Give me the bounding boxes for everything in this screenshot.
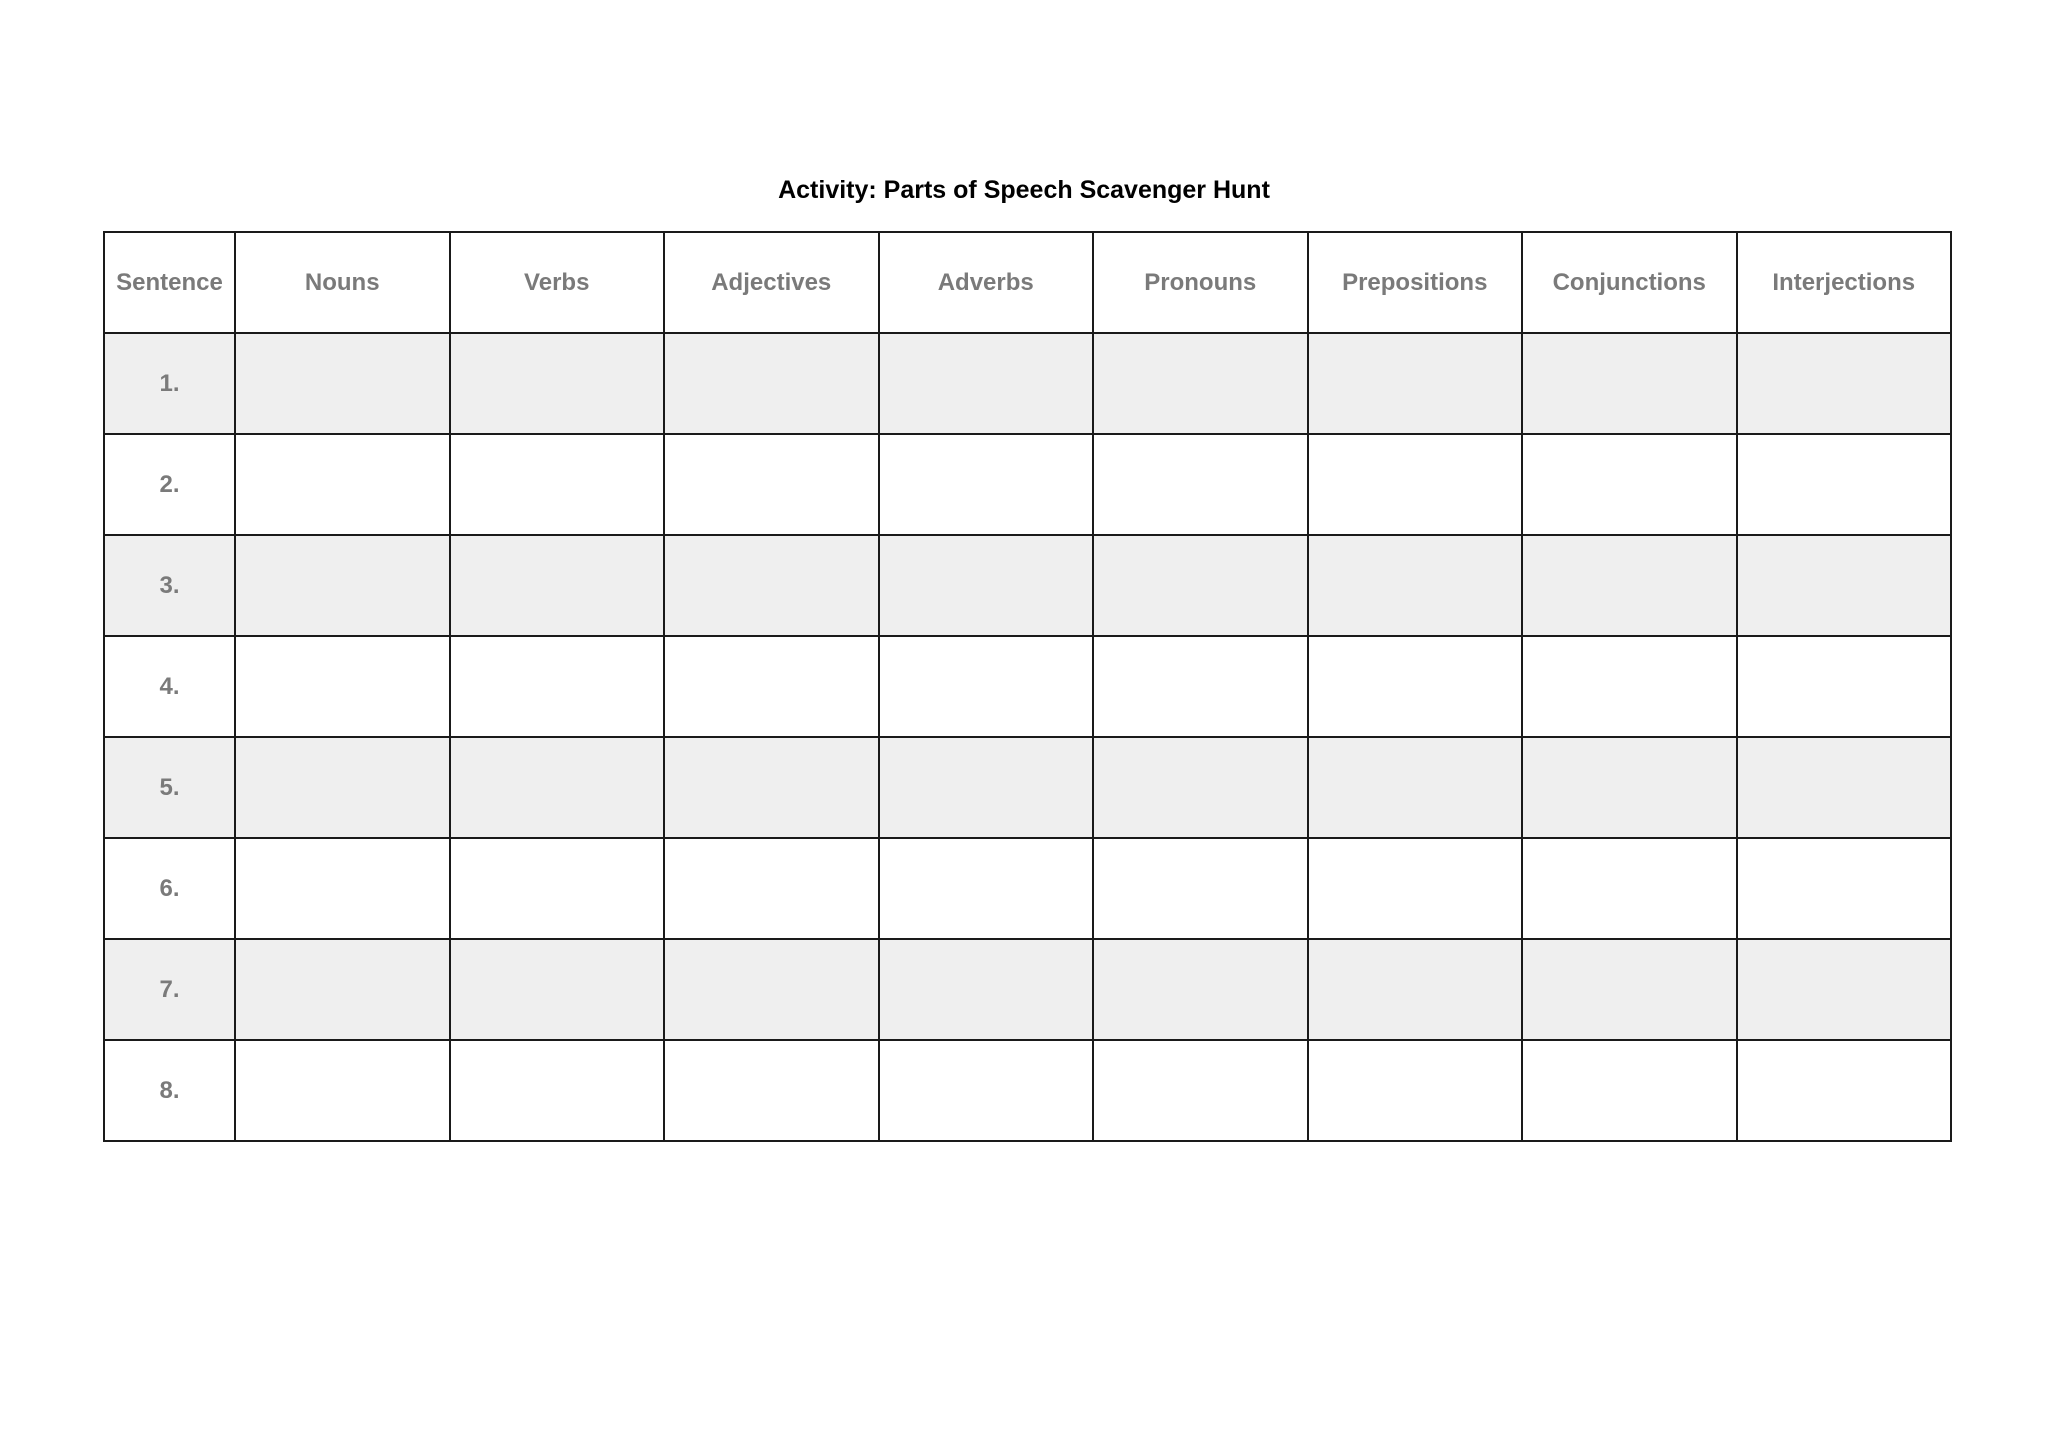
sentence-number: 1. xyxy=(104,333,235,434)
adjectives-cell[interactable] xyxy=(664,838,879,939)
parts-of-speech-table xyxy=(103,231,1952,1142)
sentence-number: 3. xyxy=(104,535,235,636)
sentence-number: 2. xyxy=(104,434,235,535)
sentence-number: 6. xyxy=(104,838,235,939)
table-row xyxy=(104,1040,1951,1141)
adjectives-cell[interactable] xyxy=(664,737,879,838)
sentence-number: 4. xyxy=(104,636,235,737)
adverbs-cell[interactable] xyxy=(879,838,1094,939)
column-header-prepositions: Prepositions xyxy=(1308,232,1523,333)
conjunctions-cell[interactable] xyxy=(1522,939,1737,1040)
pronouns-cell[interactable] xyxy=(1093,333,1308,434)
column-header-pronouns: Pronouns xyxy=(1093,232,1308,333)
adjectives-cell[interactable] xyxy=(664,333,879,434)
nouns-cell[interactable] xyxy=(235,1040,450,1141)
adjectives-cell[interactable] xyxy=(664,535,879,636)
prepositions-cell[interactable] xyxy=(1308,434,1523,535)
table-row xyxy=(104,636,1951,737)
verbs-cell[interactable] xyxy=(450,333,665,434)
column-header-adjectives: Adjectives xyxy=(664,232,879,333)
column-header-conjunctions: Conjunctions xyxy=(1522,232,1737,333)
verbs-cell[interactable] xyxy=(450,737,665,838)
adjectives-cell[interactable] xyxy=(664,636,879,737)
prepositions-cell[interactable] xyxy=(1308,838,1523,939)
prepositions-cell[interactable] xyxy=(1308,535,1523,636)
column-header-interjections: Interjections xyxy=(1737,232,1952,333)
interjections-cell[interactable] xyxy=(1737,434,1952,535)
conjunctions-cell[interactable] xyxy=(1522,434,1737,535)
prepositions-cell[interactable] xyxy=(1308,737,1523,838)
nouns-cell[interactable] xyxy=(235,838,450,939)
interjections-cell[interactable] xyxy=(1737,838,1952,939)
nouns-cell[interactable] xyxy=(235,333,450,434)
adverbs-cell[interactable] xyxy=(879,737,1094,838)
adjectives-cell[interactable] xyxy=(664,434,879,535)
prepositions-cell[interactable] xyxy=(1308,1040,1523,1141)
table-row xyxy=(104,434,1951,535)
adjectives-cell[interactable] xyxy=(664,1040,879,1141)
table-row xyxy=(104,737,1951,838)
prepositions-cell[interactable] xyxy=(1308,333,1523,434)
pronouns-cell[interactable] xyxy=(1093,1040,1308,1141)
interjections-cell[interactable] xyxy=(1737,939,1952,1040)
pronouns-cell[interactable] xyxy=(1093,434,1308,535)
table-row xyxy=(104,535,1951,636)
column-header-adverbs: Adverbs xyxy=(879,232,1094,333)
adjectives-cell[interactable] xyxy=(664,939,879,1040)
table-row xyxy=(104,333,1951,434)
conjunctions-cell[interactable] xyxy=(1522,333,1737,434)
nouns-cell[interactable] xyxy=(235,939,450,1040)
adverbs-cell[interactable] xyxy=(879,939,1094,1040)
verbs-cell[interactable] xyxy=(450,1040,665,1141)
adverbs-cell[interactable] xyxy=(879,1040,1094,1141)
prepositions-cell[interactable] xyxy=(1308,636,1523,737)
verbs-cell[interactable] xyxy=(450,838,665,939)
adverbs-cell[interactable] xyxy=(879,434,1094,535)
conjunctions-cell[interactable] xyxy=(1522,838,1737,939)
page-title: Activity: Parts of Speech Scavenger Hunt xyxy=(778,176,1270,204)
prepositions-cell[interactable] xyxy=(1308,939,1523,1040)
nouns-cell[interactable] xyxy=(235,535,450,636)
conjunctions-cell[interactable] xyxy=(1522,535,1737,636)
nouns-cell[interactable] xyxy=(235,636,450,737)
column-header-nouns: Nouns xyxy=(235,232,450,333)
nouns-cell[interactable] xyxy=(235,737,450,838)
column-header-sentence: Sentence xyxy=(104,232,235,333)
sentence-number: 8. xyxy=(104,1040,235,1141)
nouns-cell[interactable] xyxy=(235,434,450,535)
sentence-number: 7. xyxy=(104,939,235,1040)
table-header-row xyxy=(104,232,1951,333)
pronouns-cell[interactable] xyxy=(1093,838,1308,939)
pronouns-cell[interactable] xyxy=(1093,939,1308,1040)
interjections-cell[interactable] xyxy=(1737,1040,1952,1141)
sentence-number: 5. xyxy=(104,737,235,838)
verbs-cell[interactable] xyxy=(450,434,665,535)
conjunctions-cell[interactable] xyxy=(1522,1040,1737,1141)
pronouns-cell[interactable] xyxy=(1093,737,1308,838)
interjections-cell[interactable] xyxy=(1737,535,1952,636)
verbs-cell[interactable] xyxy=(450,939,665,1040)
table-row xyxy=(104,939,1951,1040)
interjections-cell[interactable] xyxy=(1737,636,1952,737)
adverbs-cell[interactable] xyxy=(879,333,1094,434)
adverbs-cell[interactable] xyxy=(879,636,1094,737)
conjunctions-cell[interactable] xyxy=(1522,737,1737,838)
pronouns-cell[interactable] xyxy=(1093,636,1308,737)
column-header-verbs: Verbs xyxy=(450,232,665,333)
pronouns-cell[interactable] xyxy=(1093,535,1308,636)
interjections-cell[interactable] xyxy=(1737,737,1952,838)
interjections-cell[interactable] xyxy=(1737,333,1952,434)
verbs-cell[interactable] xyxy=(450,535,665,636)
conjunctions-cell[interactable] xyxy=(1522,636,1737,737)
adverbs-cell[interactable] xyxy=(879,535,1094,636)
table-row xyxy=(104,838,1951,939)
verbs-cell[interactable] xyxy=(450,636,665,737)
